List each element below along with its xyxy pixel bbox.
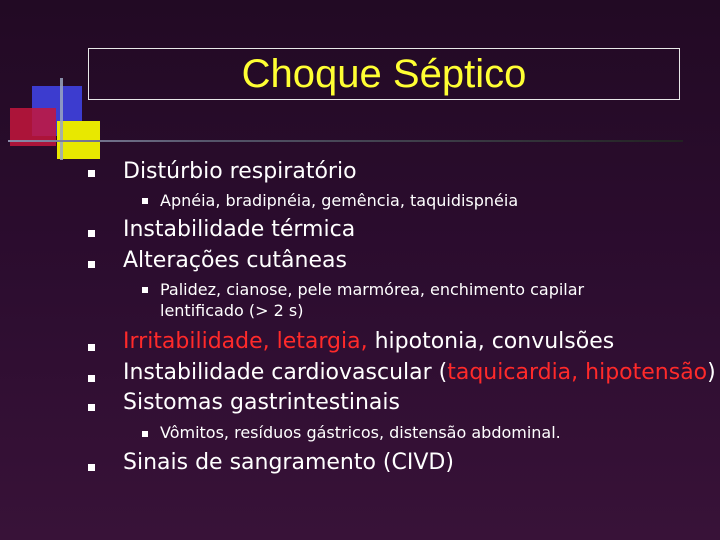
- bullet-icon: [88, 230, 95, 237]
- bullet-text: Sinais de sangramento (CIVD): [123, 450, 454, 475]
- sub-bullet-text-line1: Palidez, cianose, pele marmórea, enchimento capilar: [160, 280, 585, 299]
- bullet-icon: [88, 170, 95, 177]
- bullet-icon: [88, 375, 95, 382]
- plain-text: Instabilidade cardiovascular (: [123, 360, 448, 385]
- sub-bullet-icon: [142, 431, 148, 437]
- sub-bullet-text-line2: lentificado (> 2 s): [160, 301, 304, 320]
- plain-text: hipotonia, convulsões: [367, 329, 615, 354]
- bullet-text: [123, 329, 614, 355]
- decor-horizontal-line: [8, 140, 683, 142]
- bullet-icon: [88, 404, 95, 411]
- decor-vertical-line: [60, 78, 63, 160]
- bullet-text: Instabilidade térmica: [123, 217, 356, 242]
- slide-title: Choque Séptico: [241, 52, 527, 96]
- bullet-text: Sistomas gastrintestinais: [123, 390, 400, 415]
- sub-bullet-icon: [142, 198, 148, 204]
- highlight-text: Irritabilidade, letargia,: [123, 329, 368, 354]
- sub-bullet-icon: [142, 287, 148, 293]
- bullet-icon: [88, 261, 95, 268]
- plain-text: ): [707, 360, 716, 385]
- sub-bullet-text: Apnéia, bradipnéia, gemência, taquidispnéia: [160, 191, 519, 210]
- bullet-text: Distúrbio respiratório: [123, 159, 357, 184]
- highlight-text: taquicardia, hipotensão: [447, 360, 708, 385]
- bullet-icon: [88, 344, 95, 351]
- bullet-text: Alterações cutâneas: [123, 248, 347, 273]
- sub-bullet-text: Vômitos, resíduos gástricos, distensão abdominal.: [160, 423, 561, 442]
- bullet-icon: [88, 464, 95, 471]
- bullet-text: [123, 360, 716, 386]
